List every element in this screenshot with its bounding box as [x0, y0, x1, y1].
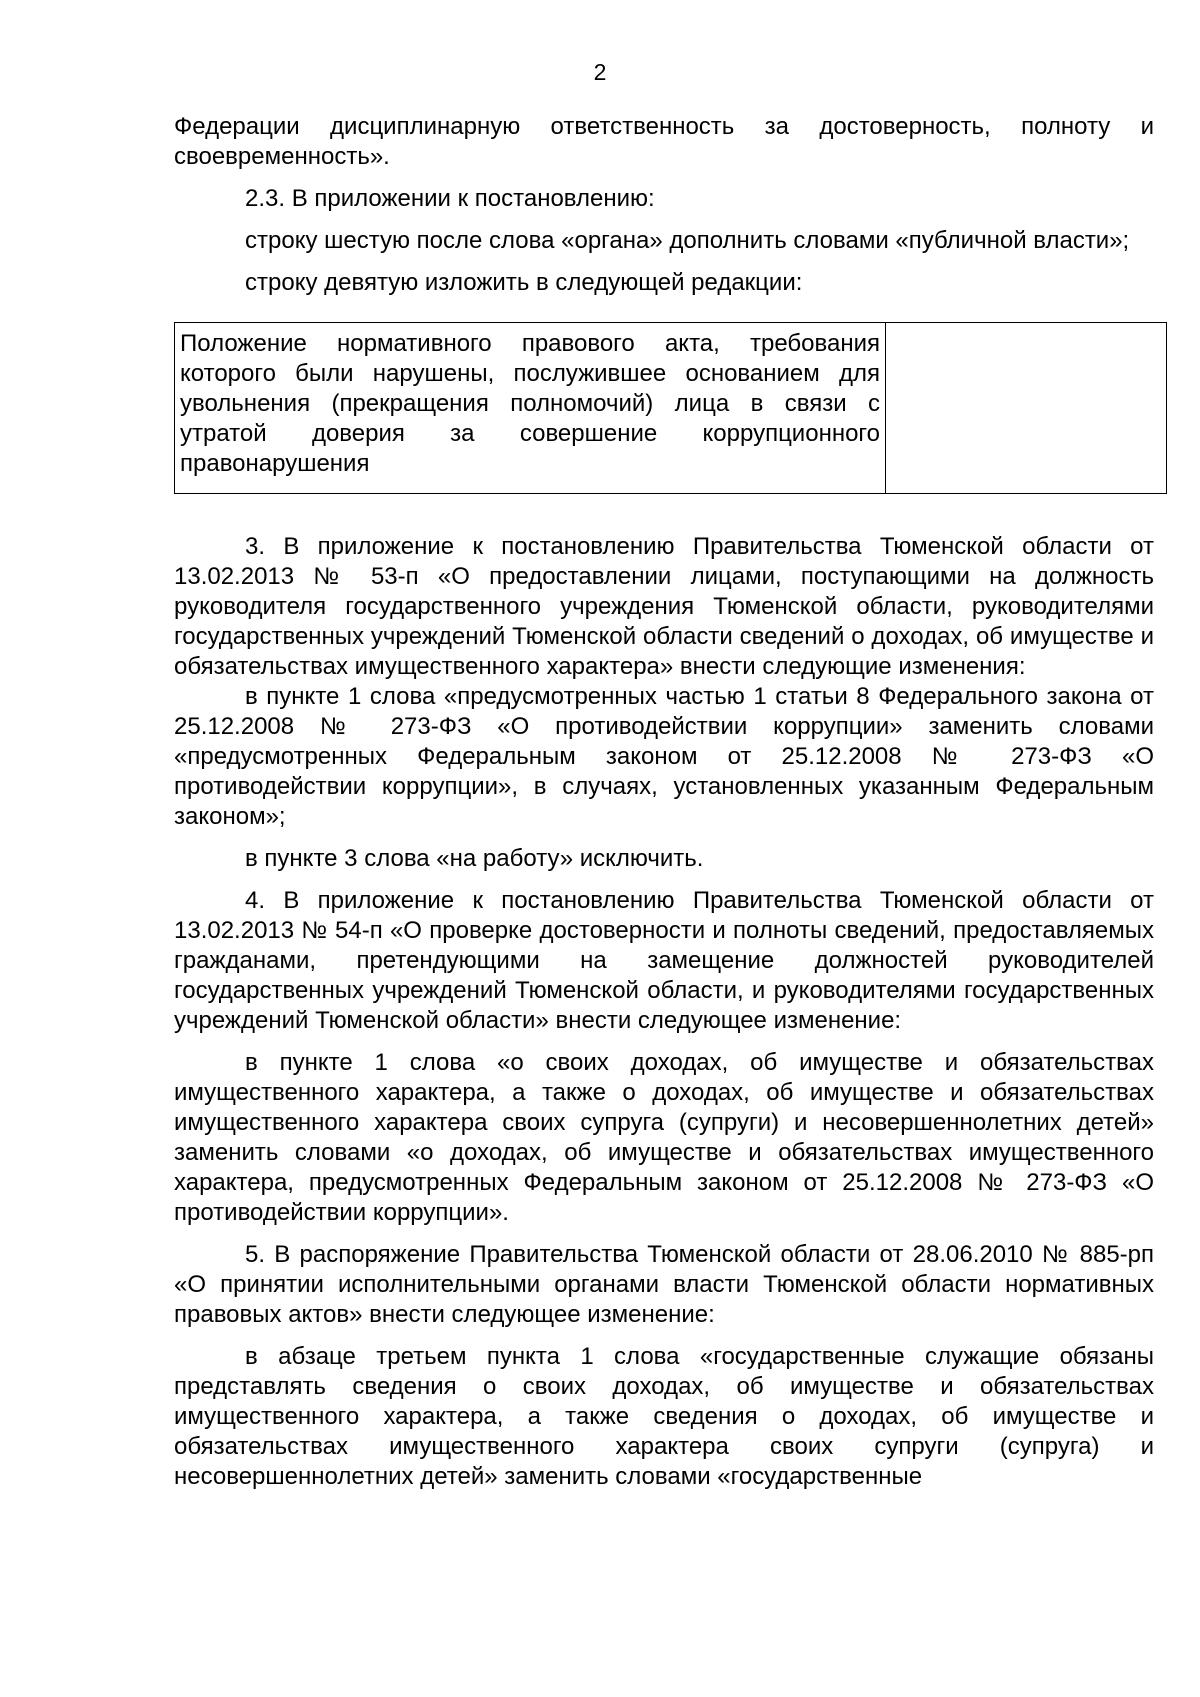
paragraph: в пункте 1 слова «предусмотренных частью 1 статьи 8 Федерального закона от 25.12.2008 № 273-ФЗ «О противодействии коррупции» заменить словами «предусмотренных Федеральным законом от 25.12.2008 № 273-ФЗ «О противодействии коррупции», в случаях, установленных указанным Федеральным законом»;	[174, 683, 1154, 830]
page-number: 2	[593, 59, 607, 85]
table-cell-empty	[886, 323, 1167, 494]
paragraph: в пункте 3 слова «на работу» исключить.	[245, 845, 704, 872]
paragraph: 3. В приложение к постановлению Правительства Тюменской области от 13.02.2013 № 53-п «О предоставлении лицами, поступающими на должность руководителя государственного учреждения Тюменской области, руководителями государственных учреждений Тюменской области сведений о доходах, об имуществе и обязательствах имущественного характера» внести следующие изменения:	[174, 533, 1154, 680]
paragraph: 2.3. В приложении к постановлению:	[245, 185, 655, 212]
paragraph: в абзаце третьем пункта 1 слова «государственные служащие обязаны представлять сведения о своих доходах, об имуществе и обязательствах имущественного характера, а также сведения о доходах, об имуществе и обязательствах имущественного характера своих супруги (супруга) и несовершеннолетних детей» заменить словами «государственные	[174, 1343, 1154, 1490]
paragraph: Федерации дисциплинарную ответственность за достоверность, полноту и своевременность».	[174, 113, 1154, 170]
amendment-table	[174, 322, 1167, 494]
table-row	[175, 323, 1167, 494]
document-body	[174, 112, 1154, 1492]
table-cell-text: Положение нормативного правового акта, требования которого были нарушены, послужившее основанием для увольнения (прекращения полномочий) лица в связи с утратой доверия за совершение коррупционного правонарушения	[175, 323, 886, 494]
paragraph: в пункте 1 слова «о своих доходах, об имуществе и обязательствах имущественного характера, а также о доходах, об имуществе и обязательствах имущественного характера своих супруга (супруги) и несовершеннолетних детей» заменить словами «о доходах, об имуществе и обязательствах имущественного характера, предусмотренных Федеральным законом от 25.12.2008 № 273-ФЗ «О противодействии коррупции».	[174, 1049, 1154, 1226]
paragraph: 5. В распоряжение Правительства Тюменской области от 28.06.2010 № 885-рп «О принятии исполнительными органами власти Тюменской области нормативных правовых актов» внести следующее изменение:	[174, 1241, 1154, 1328]
paragraph: 4. В приложение к постановлению Правительства Тюменской области от 13.02.2013 № 54-п «О проверке достоверности и полноты сведений, предоставляемых гражданами, претендующими на замещение должностей руководителей государственных учреждений Тюменской области, и руководителями государственных учреждений Тюменской области» внести следующее изменение:	[174, 887, 1154, 1034]
paragraph: строку девятую изложить в следующей редакции:	[245, 269, 803, 296]
paragraph: строку шестую после слова «органа» дополнить словами «публичной власти»;	[245, 227, 1130, 254]
